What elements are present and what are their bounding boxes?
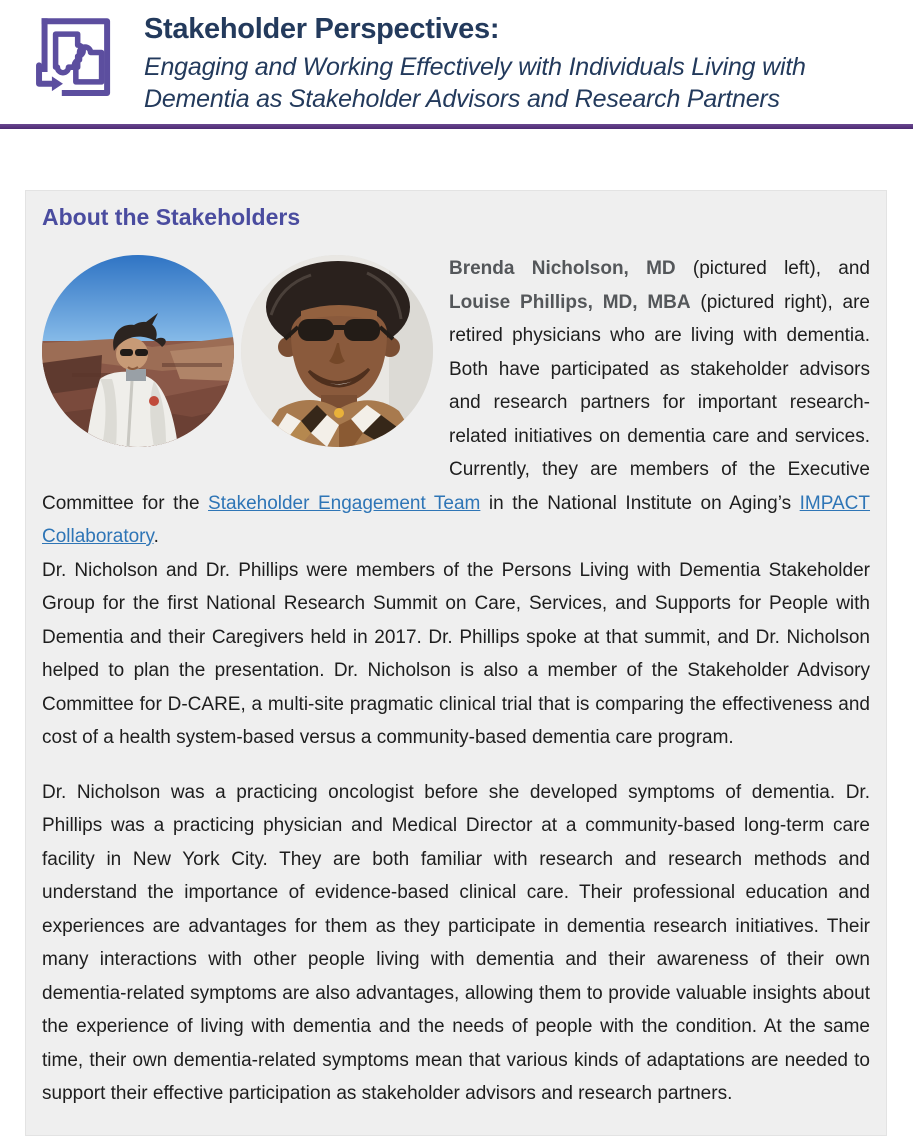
intro-text-2: (pictured right), are retired physicians who are living with dementia. Both have participated as stakeholder advisors and research partners for important research-related initiatives on dementia care and services. Currently, they are members of the Executive Committee for the — [42, 291, 870, 514]
name-louise-phillips: Louise Phillips, MD, MBA — [449, 291, 691, 313]
page-title: Stakeholder Perspectives: — [144, 13, 500, 45]
intro-text-1: (pictured left), and — [675, 258, 870, 279]
name-brenda-nicholson: Brenda Nicholson, MD — [449, 258, 676, 279]
photo-brenda-nicholson — [42, 255, 234, 447]
paragraph-summit-dcare: Dr. Nicholson and Dr. Phillips were members of the Persons Living with Dementia Stakeholder Group for the first National Research Summit on Care, Services, and Supports for People with Dementia and their Caregivers held in 2017. Dr. Phillips spoke at that summit, and Dr. Nicholson helped to plan the presentation. Dr. Nicholson is also a member of the Stakeholder Advisory Committee for D-CARE, a multi-site pragmatic clinical trial that is comparing the effectiveness and cost of a health system-based versus a community-based dementia care program. — [42, 559, 870, 748]
stakeholder-photos — [42, 255, 433, 447]
document-header — [0, 0, 913, 115]
intro-text-4: . — [153, 526, 159, 547]
paragraph-backgrounds: Dr. Nicholson was a practicing oncologist before she developed symptoms of dementia. Dr. Phillips was a practicing physician and Medical Director at a community-based long-term care facility in New York City. They are both familiar with research and research methods and understand the importance of evidence-based clinical care. Their professional education and experiences are advantages for them as they participate in dementia research initiatives. Their many interactions with other people living with dementia and their awareness of their own dementia-related symptoms are also advantages, allowing them to provide valuable insights about the experience of living with dementia and the needs of people with the condition. At the same time, their own dementia-related symptoms mean that various kinds of adaptations are needed to support their effective participation as stakeholder advisors and research partners. — [42, 781, 870, 1104]
header-divider-rule — [0, 124, 913, 129]
about-stakeholders-box — [25, 190, 887, 1136]
link-stakeholder-engagement-team[interactable]: Stakeholder Engagement Team — [208, 492, 481, 514]
intro-text-3: in the National Institute on Aging’s — [480, 492, 800, 514]
link-impact-collaboratory[interactable]: IMPACT Collaboratory — [42, 492, 871, 547]
louise-photo-illustration — [241, 255, 433, 447]
brenda-photo-illustration — [42, 255, 234, 447]
page-subtitle: Engaging and Working Effectively with Individuals Living with Dementia as Stakeholder Advisors and Research Partners — [144, 53, 806, 113]
header-titles — [144, 12, 834, 115]
puzzle-pieces-arrow-icon — [28, 12, 120, 110]
intro-section — [42, 252, 870, 554]
about-heading: About the Stakeholders — [42, 204, 301, 230]
photo-louise-phillips — [241, 255, 433, 447]
